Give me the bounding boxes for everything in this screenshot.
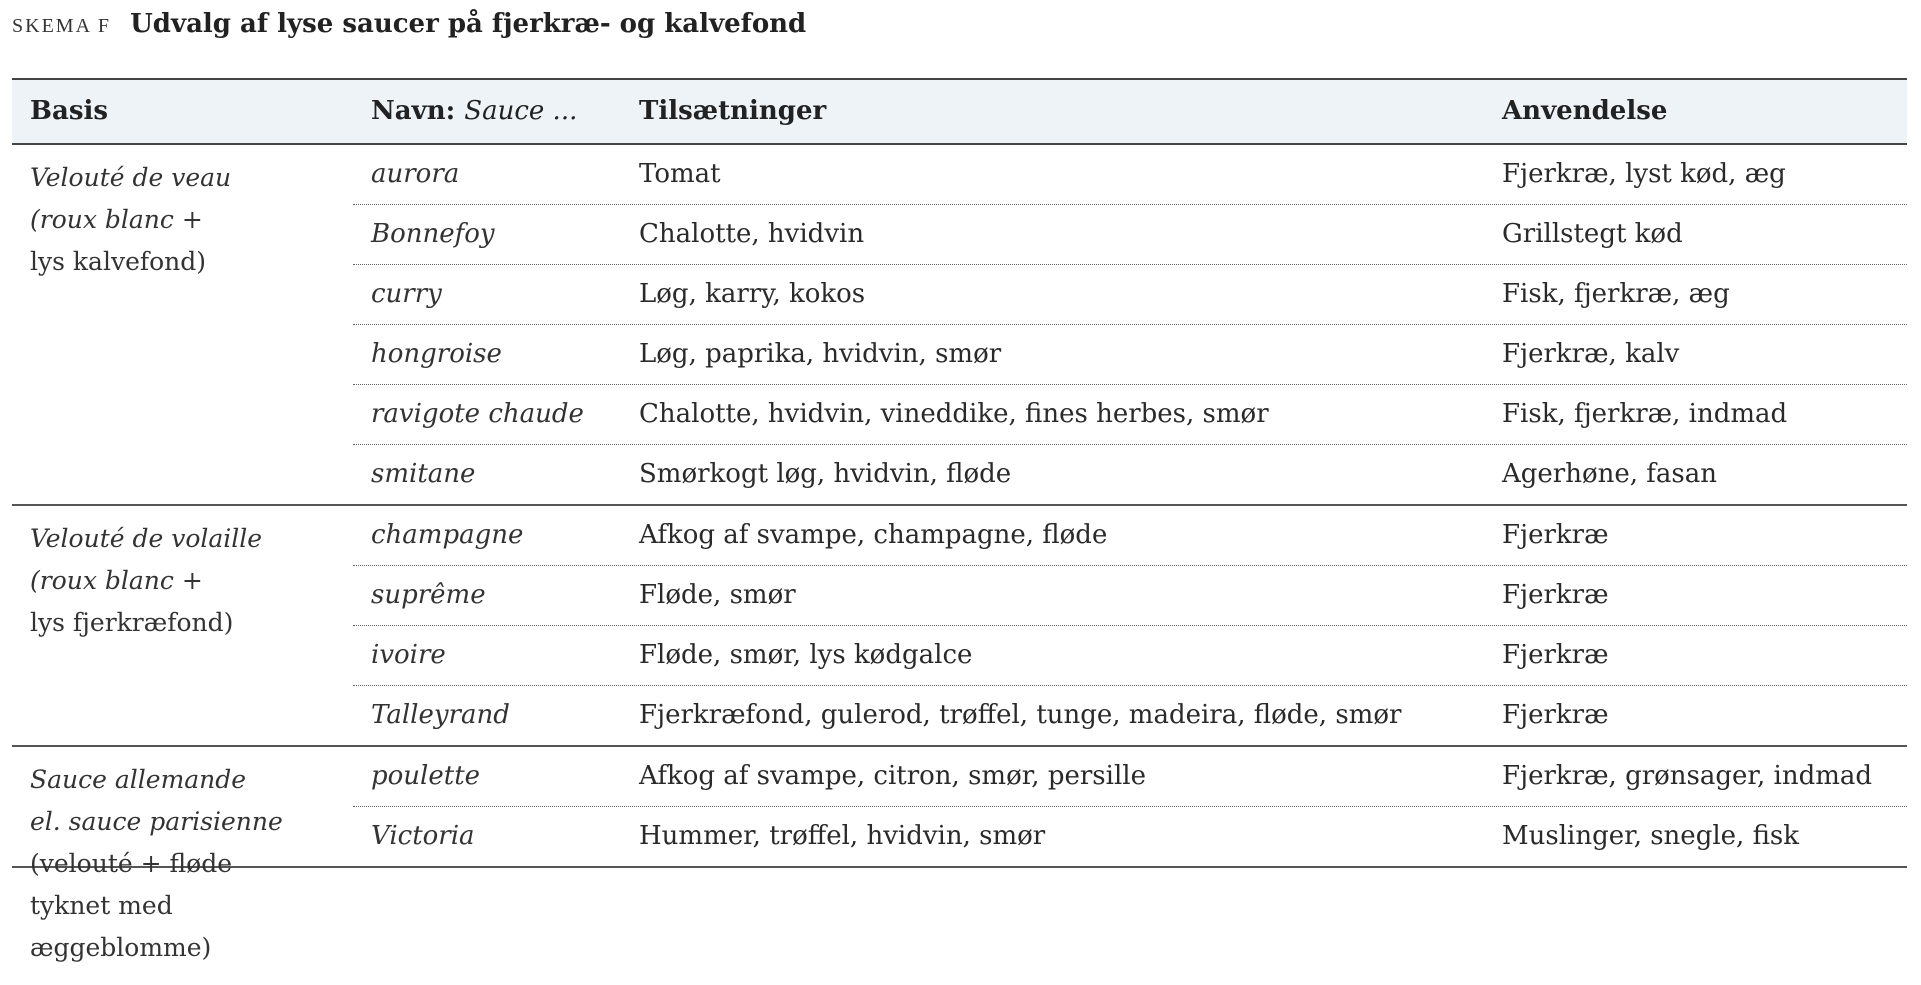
basis-line: Velouté de veau: [30, 163, 232, 192]
sauce-additions: Tomat: [639, 159, 721, 189]
table-title: [12, 4, 806, 44]
sauce-usage: Fjerkræ: [1502, 700, 1609, 730]
sauce-name: smitane: [371, 459, 476, 489]
sauce-name: poulette: [371, 761, 481, 791]
sauce-rows: [353, 145, 1907, 504]
basis-line: tyknet med: [30, 891, 173, 920]
sauce-usage: Fisk, fjerkræ, æg: [1502, 279, 1730, 309]
sauce-usage: Fjerkræ: [1502, 640, 1609, 670]
sauce-usage: Fjerkræ: [1502, 580, 1609, 610]
header-navn-prefix: Navn:: [371, 96, 465, 126]
basis-line: (velouté + fløde: [30, 849, 233, 878]
basis-line: Velouté de volaille: [30, 524, 263, 553]
sauce-name: Victoria: [371, 821, 475, 851]
basis-line: Sauce allemande: [30, 765, 247, 794]
table-row: [353, 445, 1907, 504]
sauce-rows: [353, 747, 1907, 866]
sauce-usage: Fisk, fjerkræ, indmad: [1502, 399, 1788, 429]
basis-line: (roux blanc +: [30, 205, 203, 234]
header-navn: [371, 80, 577, 143]
table-row: [353, 686, 1907, 745]
table-header: [12, 78, 1907, 145]
sauce-name: champagne: [371, 520, 524, 550]
basis-group: [12, 747, 1907, 962]
sauce-name: suprême: [371, 580, 486, 610]
basis-cell: [30, 518, 350, 644]
sauce-rows: [353, 506, 1907, 745]
basis-line: el. sauce parisienne: [30, 807, 283, 836]
header-tilsaetninger: Tilsætninger: [639, 96, 827, 126]
table-row: [353, 626, 1907, 686]
sauce-name: aurora: [371, 159, 460, 189]
table-row: [353, 205, 1907, 265]
basis-line: lys fjerkræfond): [30, 608, 234, 637]
sauce-additions: Chalotte, hvidvin, vineddike, fines herbes, smør: [639, 399, 1269, 429]
table-body: [12, 145, 1907, 962]
sauce-usage: Agerhøne, fasan: [1502, 459, 1718, 489]
table-row: [353, 325, 1907, 385]
table-heading: Udvalg af lyse saucer på fjerkræ- og kalvefond: [130, 9, 807, 39]
sauce-name: hongroise: [371, 339, 502, 369]
header-anvendelse: Anvendelse: [1502, 96, 1668, 126]
table-row: [353, 145, 1907, 205]
sauce-additions: Fløde, smør: [639, 580, 796, 610]
sauce-name: Bonnefoy: [371, 219, 495, 249]
sauce-additions: Afkog af svampe, champagne, fløde: [639, 520, 1108, 550]
sauce-usage: Fjerkræ, kalv: [1502, 339, 1680, 369]
sauce-additions: Løg, karry, kokos: [639, 279, 866, 309]
sauce-name: curry: [371, 279, 442, 309]
table-row: [353, 807, 1907, 866]
sauce-additions: Smørkogt løg, hvidvin, fløde: [639, 459, 1012, 489]
basis-line: (roux blanc +: [30, 566, 203, 595]
table-row: [353, 385, 1907, 445]
sauce-additions: Chalotte, hvidvin: [639, 219, 865, 249]
sauce-table: [12, 78, 1907, 962]
sauce-name: ivoire: [371, 640, 446, 670]
sauce-name: ravigote chaude: [371, 399, 584, 429]
sauce-additions: Afkog af svampe, citron, smør, persille: [639, 761, 1146, 791]
sauce-additions: Løg, paprika, hvidvin, smør: [639, 339, 1002, 369]
sauce-additions: Hummer, trøffel, hvidvin, smør: [639, 821, 1046, 851]
sauce-additions: Fløde, smør, lys kødgalce: [639, 640, 973, 670]
table-row: [353, 506, 1907, 566]
basis-cell: [30, 157, 350, 283]
basis-cell: [30, 759, 350, 969]
sauce-usage: Fjerkræ, grønsager, indmad: [1502, 761, 1873, 791]
basis-group: [12, 145, 1907, 506]
sauce-usage: Muslinger, snegle, fisk: [1502, 821, 1800, 851]
header-basis: Basis: [30, 96, 108, 126]
basis-line: lys kalvefond): [30, 247, 207, 276]
header-navn-italic: Sauce ...: [464, 96, 578, 126]
basis-group: [12, 506, 1907, 747]
sauce-usage: Fjerkræ, lyst kød, æg: [1502, 159, 1786, 189]
table-row: [353, 747, 1907, 807]
sauce-additions: Fjerkræfond, gulerod, trøffel, tunge, madeira, fløde, smør: [639, 700, 1402, 730]
sauce-usage: Grillstegt kød: [1502, 219, 1683, 249]
table-row: [353, 566, 1907, 626]
basis-line: æggeblomme): [30, 933, 212, 962]
sauce-name: Talleyrand: [371, 700, 510, 730]
table-row: [353, 265, 1907, 325]
sauce-usage: Fjerkræ: [1502, 520, 1609, 550]
table-label: SKEMA F: [12, 15, 112, 37]
